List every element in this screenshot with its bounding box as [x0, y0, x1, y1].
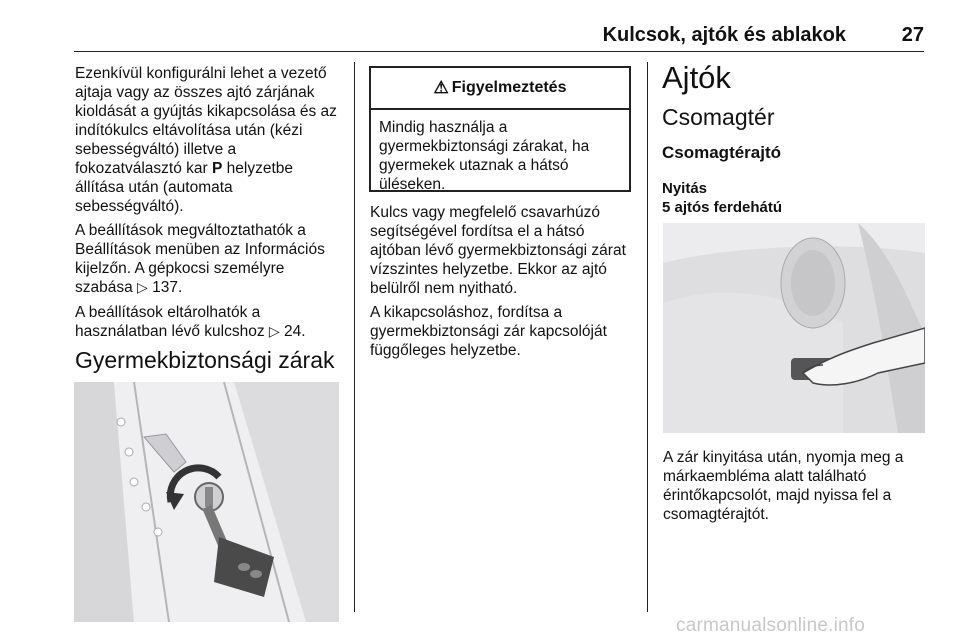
paragraph: A zár kinyitása után, nyomja meg a márkaembléma alatt található érintőkapcsolót, majd nyissa fel a csomagtérajtót.: [663, 449, 904, 523]
child-lock-drawing: [74, 382, 339, 622]
section-heading: Csomagtér: [662, 104, 775, 130]
child-lock-illustration: [74, 382, 339, 622]
page-number: 27: [901, 24, 924, 46]
column-divider-2: [647, 62, 648, 612]
warning-box: [369, 66, 631, 192]
chapter-heading: Ajtók: [662, 60, 731, 95]
paragraph-text: helyzetbe állítása után (automata sebességváltó).: [75, 160, 293, 215]
running-header-title: Kulcsok, ajtók és ablakok: [602, 24, 846, 46]
paragraph: A kikapcsoláshoz, fordítsa a gyermekbiztonsági zár kapcsolóját függőleges helyzetbe.: [370, 304, 607, 359]
paragraph-text: A beállítások eltárolhatók a használatban lévő kulcshoz: [75, 304, 269, 340]
page-reference[interactable]: 137.: [152, 279, 183, 296]
gear-position-label: P: [211, 160, 223, 177]
page-reference[interactable]: 24.: [283, 323, 306, 340]
paragraph: [75, 64, 340, 216]
column-2-text: [370, 203, 638, 365]
warning-body: Mindig használja a gyermekbiztonsági zárakat, ha gyermekek utaznak a hátsó üléseken.: [379, 119, 590, 193]
paragraph: [75, 303, 340, 342]
paragraph: [75, 221, 340, 298]
column-1-text: [75, 64, 340, 347]
warning-triangle-icon: ⚠: [433, 78, 449, 97]
tailgate-drawing: [663, 223, 925, 433]
watermark: carmanualsonline.info: [676, 615, 866, 636]
paragraph-text: Ezenkívül konfigurálni lehet a vezető ajtaja vagy az összes ajtó zárjának kioldását a gyújtás kikapcsolása és az indítókulcs eltávolítása után (kézi sebességváltó) illetve a fokozatválasztó kar: [75, 65, 337, 177]
tailgate-illustration: [663, 223, 925, 433]
subheading: 5 ajtós ferdehátú: [662, 199, 783, 216]
column-3-text: [663, 448, 928, 529]
subsection-heading: Csomagtérajtó: [662, 143, 782, 162]
warning-title: Figyelmeztetés: [451, 79, 567, 96]
warning-header: [371, 68, 629, 110]
subheading: Nyitás: [662, 180, 708, 197]
paragraph-text: A beállítások megváltoztathatók a Beállítások menüben az Információs kijelzőn. A gépkocsi személyre szabása: [75, 222, 325, 296]
section-heading: Gyermekbiztonsági zárak: [75, 347, 335, 373]
page-reference-arrow-icon: ▷: [268, 324, 280, 340]
column-divider-1: [354, 62, 355, 612]
paragraph: Kulcs vagy megfelelő csavarhúzó segítségével fordítsa el a hátsó ajtóban lévő gyermekbiztonsági zárat vízszintes helyzetbe. Ekkor az ajtó belülről nem nyitható.: [370, 204, 626, 297]
page-reference-arrow-icon: ▷: [137, 280, 148, 296]
header-rule: [74, 51, 924, 52]
